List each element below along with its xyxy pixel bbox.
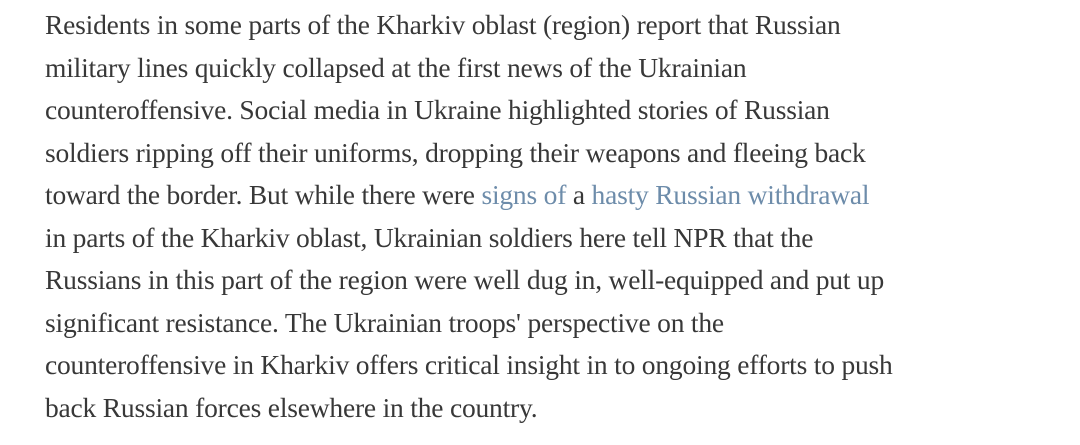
text-line [45, 217, 1040, 260]
text-line [45, 259, 1040, 302]
text-segment: significant resistance. The Ukrainian troops' perspective on the [45, 306, 724, 338]
inline-link[interactable]: signs of [481, 179, 567, 210]
text-line [45, 387, 1040, 430]
text-line [45, 344, 1040, 387]
text-segment: soldiers ripping off their uniforms, dropping their weapons and fleeing back [45, 136, 866, 168]
text-line [45, 174, 1040, 217]
text-line [45, 47, 1040, 90]
text-segment: in parts of the Kharkiv oblast, Ukrainian soldiers here tell NPR that the [45, 221, 814, 253]
text-segment: counteroffensive in Kharkiv offers critical insight in to ongoing efforts to push [45, 349, 893, 380]
article-paragraph [45, 4, 1040, 429]
text-line [45, 89, 1040, 132]
text-segment: toward the border. But while there were [45, 179, 482, 210]
text-segment: a [566, 179, 592, 210]
text-segment: back Russian forces elsewhere in the country. [45, 391, 538, 423]
text-line [45, 132, 1040, 175]
text-segment: Residents in some parts of the Kharkiv oblast (region) report that Russian [45, 9, 841, 40]
text-line [45, 302, 1040, 345]
inline-link[interactable]: hasty Russian withdrawal [591, 179, 870, 210]
text-line [45, 4, 1040, 47]
text-segment: military lines quickly collapsed at the first news of the Ukrainian [45, 51, 747, 83]
text-segment: Russians in this part of the region were well dug in, well-equipped and put up [45, 264, 885, 295]
text-segment: counteroffensive. Social media in Ukraine highlighted stories of Russian [45, 94, 830, 125]
